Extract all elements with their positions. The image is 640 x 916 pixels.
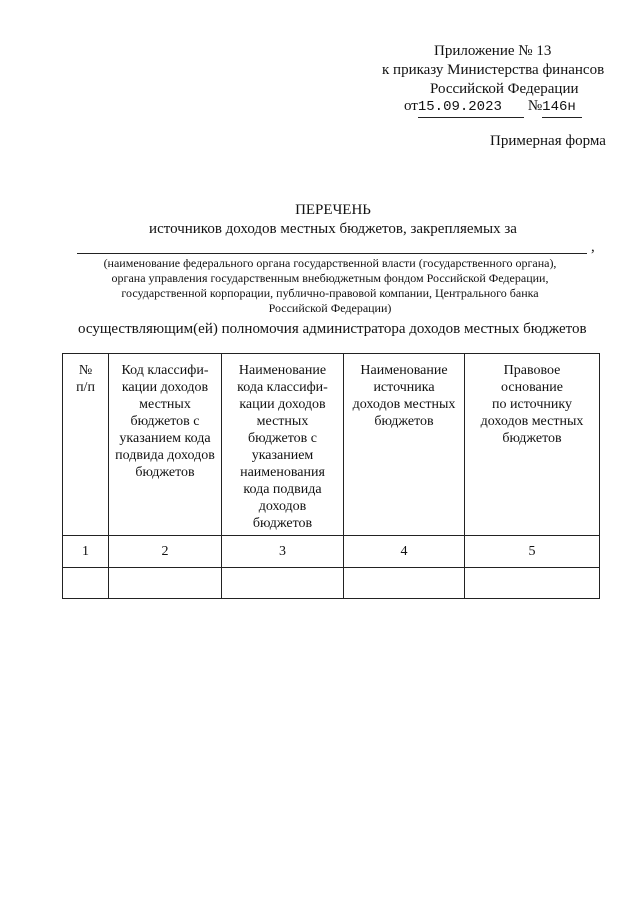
ministry-name: Российской Федерации bbox=[430, 81, 579, 97]
sources-table bbox=[62, 353, 600, 599]
column-number: 5 bbox=[465, 536, 600, 568]
header-cell-code-name: Наименование кода классифи- кации доходов местных бюджетов с указанием наименования кода подвида доходов бюджетов bbox=[222, 354, 344, 536]
order-date: 15.09.2023 bbox=[417, 99, 502, 115]
table-cell-empty[interactable] bbox=[109, 568, 222, 599]
document-title: ПЕРЕЧЕНЬ bbox=[295, 202, 371, 218]
header-cell-number: № п/п bbox=[63, 354, 109, 536]
header-cell-legal-basis: Правовое основание по источнику доходов местных бюджетов bbox=[465, 354, 600, 536]
table-row bbox=[63, 568, 600, 599]
order-reference: к приказу Министерства финансов bbox=[382, 62, 605, 78]
note-line: государственной корпорации, публично-правовой компании, Центрального банка bbox=[121, 286, 539, 300]
table-cell-empty[interactable] bbox=[465, 568, 600, 599]
column-number: 1 bbox=[63, 536, 109, 568]
column-number: 4 bbox=[344, 536, 465, 568]
note-line: (наименование федерального органа государственной власти (государственного органа), bbox=[103, 256, 557, 270]
form-type-label: Примерная форма bbox=[490, 133, 606, 149]
column-number: 3 bbox=[222, 536, 344, 568]
table-cell-empty[interactable] bbox=[344, 568, 465, 599]
date-prefix: от bbox=[404, 98, 418, 114]
number-prefix: № bbox=[527, 98, 543, 114]
header-cell-code: Код классифи- кации доходов местных бюджетов с указанием кода подвида доходов бюджетов bbox=[109, 354, 222, 536]
note-line: Российской Федерации) bbox=[268, 301, 392, 315]
table-cell-empty[interactable] bbox=[222, 568, 344, 599]
column-number: 2 bbox=[109, 536, 222, 568]
appendix-label: Приложение № 13 bbox=[434, 43, 552, 59]
document-subtitle: источников доходов местных бюджетов, закрепляемых за bbox=[149, 221, 517, 237]
table-header-row bbox=[63, 354, 600, 536]
table-cell-empty[interactable] bbox=[63, 568, 109, 599]
organization-name-blank bbox=[77, 253, 587, 254]
order-date-line bbox=[404, 97, 582, 118]
blank-comma: , bbox=[591, 239, 595, 255]
column-number-row bbox=[63, 536, 600, 568]
note-line: органа управления государственным внебюджетным фондом Российской Федерации, bbox=[111, 271, 549, 285]
order-number: 146н bbox=[542, 99, 576, 115]
organization-name-note bbox=[60, 256, 600, 316]
administrator-purpose: осуществляющим(ей) полномочия администратора доходов местных бюджетов bbox=[78, 321, 587, 337]
header-cell-source-name: Наименование источника доходов местных бюджетов bbox=[344, 354, 465, 536]
